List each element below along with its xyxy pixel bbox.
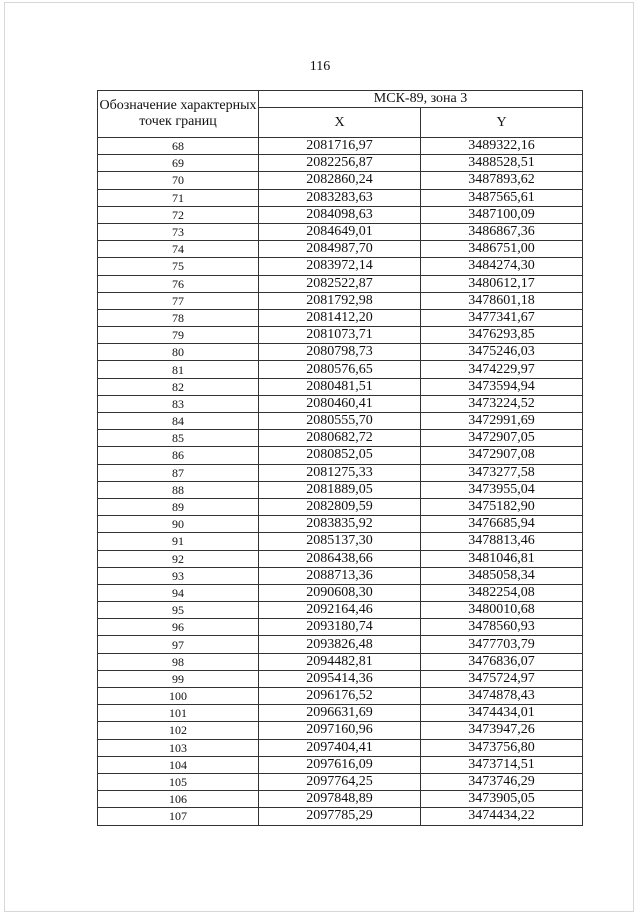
table-row: [98, 739, 583, 756]
x-cell: 2082522,87: [259, 275, 421, 292]
y-cell: 3473955,04: [421, 481, 583, 498]
x-cell: 2081275,33: [259, 464, 421, 481]
point-cell: 96: [98, 619, 259, 636]
x-cell: 2097616,09: [259, 756, 421, 773]
table-row: [98, 791, 583, 808]
point-cell: 81: [98, 361, 259, 378]
point-cell: 106: [98, 791, 259, 808]
x-cell: 2080576,65: [259, 361, 421, 378]
y-cell: 3476293,85: [421, 327, 583, 344]
point-cell: 92: [98, 550, 259, 567]
x-cell: 2080798,73: [259, 344, 421, 361]
y-cell: 3473277,58: [421, 464, 583, 481]
y-cell: 3486751,00: [421, 241, 583, 258]
point-cell: 89: [98, 498, 259, 515]
x-cell: 2083835,92: [259, 516, 421, 533]
point-cell: 85: [98, 430, 259, 447]
table-row: [98, 206, 583, 223]
x-cell: 2081716,97: [259, 138, 421, 155]
y-cell: 3473224,52: [421, 395, 583, 412]
x-cell: 2084098,63: [259, 206, 421, 223]
x-cell: 2096176,52: [259, 688, 421, 705]
table-row: [98, 292, 583, 309]
x-cell: 2080555,70: [259, 413, 421, 430]
point-cell: 75: [98, 258, 259, 275]
table-row: [98, 670, 583, 687]
table-row: [98, 619, 583, 636]
y-cell: 3478813,46: [421, 533, 583, 550]
table-row: [98, 688, 583, 705]
table-row: [98, 567, 583, 584]
table-row: [98, 773, 583, 790]
table-row: [98, 344, 583, 361]
point-cell: 94: [98, 584, 259, 601]
y-cell: 3482254,08: [421, 584, 583, 601]
point-cell: 74: [98, 241, 259, 258]
y-cell: 3474229,97: [421, 361, 583, 378]
table-row: [98, 395, 583, 412]
x-cell: 2093180,74: [259, 619, 421, 636]
table-header: [98, 91, 583, 138]
x-cell: 2081412,20: [259, 309, 421, 326]
x-cell: 2080481,51: [259, 378, 421, 395]
y-cell: 3472991,69: [421, 413, 583, 430]
x-cell: 2083283,63: [259, 189, 421, 206]
y-cell: 3473947,26: [421, 722, 583, 739]
point-cell: 71: [98, 189, 259, 206]
x-cell: 2081889,05: [259, 481, 421, 498]
point-cell: 102: [98, 722, 259, 739]
point-cell: 88: [98, 481, 259, 498]
table-row: [98, 636, 583, 653]
table-row: [98, 653, 583, 670]
table-row: [98, 138, 583, 155]
table-row: [98, 155, 583, 172]
y-cell: 3473594,94: [421, 378, 583, 395]
table-row: [98, 722, 583, 739]
table-row: [98, 756, 583, 773]
y-cell: 3474434,22: [421, 808, 583, 825]
table-row: [98, 361, 583, 378]
table-row: [98, 378, 583, 395]
point-cell: 87: [98, 464, 259, 481]
y-cell: 3474878,43: [421, 688, 583, 705]
y-cell: 3484274,30: [421, 258, 583, 275]
x-cell: 2092164,46: [259, 602, 421, 619]
x-cell: 2097160,96: [259, 722, 421, 739]
table-row: [98, 464, 583, 481]
coordinate-system-header: МСК-89, зона 3: [259, 91, 583, 108]
point-cell: 95: [98, 602, 259, 619]
x-cell: 2097785,29: [259, 808, 421, 825]
table-row: [98, 327, 583, 344]
table-row: [98, 430, 583, 447]
coordinates-table: [97, 90, 583, 826]
y-cell: 3487100,09: [421, 206, 583, 223]
point-cell: 68: [98, 138, 259, 155]
x-cell: 2097404,41: [259, 739, 421, 756]
x-cell: 2080852,05: [259, 447, 421, 464]
table-row: [98, 602, 583, 619]
x-cell: 2093826,48: [259, 636, 421, 653]
y-cell: 3481046,81: [421, 550, 583, 567]
y-cell: 3477341,67: [421, 309, 583, 326]
table-row: [98, 275, 583, 292]
table-row: [98, 705, 583, 722]
x-cell: 2081073,71: [259, 327, 421, 344]
x-cell: 2090608,30: [259, 584, 421, 601]
x-cell: 2083972,14: [259, 258, 421, 275]
y-cell: 3488528,51: [421, 155, 583, 172]
table-row: [98, 533, 583, 550]
x-cell: 2094482,81: [259, 653, 421, 670]
point-cell: 77: [98, 292, 259, 309]
y-cell: 3473746,29: [421, 773, 583, 790]
point-cell: 103: [98, 739, 259, 756]
point-cell: 98: [98, 653, 259, 670]
y-cell: 3487565,61: [421, 189, 583, 206]
table-row: [98, 584, 583, 601]
page-number: 116: [309, 59, 331, 74]
point-cell: 105: [98, 773, 259, 790]
table-row: [98, 241, 583, 258]
point-cell: 97: [98, 636, 259, 653]
point-cell: 70: [98, 172, 259, 189]
point-cell: 107: [98, 808, 259, 825]
table-row: [98, 309, 583, 326]
table-row: [98, 808, 583, 825]
x-cell: 2088713,36: [259, 567, 421, 584]
point-cell: 69: [98, 155, 259, 172]
table-row: [98, 516, 583, 533]
table-row: [98, 447, 583, 464]
table-row: [98, 550, 583, 567]
x-cell: 2080460,41: [259, 395, 421, 412]
y-cell: 3485058,34: [421, 567, 583, 584]
y-cell: 3475182,90: [421, 498, 583, 515]
table-row: [98, 481, 583, 498]
point-cell: 79: [98, 327, 259, 344]
point-cell: 80: [98, 344, 259, 361]
y-cell: 3475724,97: [421, 670, 583, 687]
y-cell: 3473905,05: [421, 791, 583, 808]
x-cell: 2084987,70: [259, 241, 421, 258]
y-cell: 3480010,68: [421, 602, 583, 619]
point-cell: 82: [98, 378, 259, 395]
x-cell: 2096631,69: [259, 705, 421, 722]
x-cell: 2082809,59: [259, 498, 421, 515]
point-cell: 93: [98, 567, 259, 584]
table-row: [98, 413, 583, 430]
y-cell: 3489322,16: [421, 138, 583, 155]
point-cell: 104: [98, 756, 259, 773]
x-column-header: X: [259, 108, 421, 138]
y-cell: 3473756,80: [421, 739, 583, 756]
x-cell: 2086438,66: [259, 550, 421, 567]
x-cell: 2084649,01: [259, 223, 421, 240]
point-cell: 91: [98, 533, 259, 550]
point-designation-header: Обозначение характерных точек границ: [98, 91, 259, 138]
x-cell: 2097764,25: [259, 773, 421, 790]
table-row: [98, 223, 583, 240]
x-cell: 2097848,89: [259, 791, 421, 808]
point-cell: 76: [98, 275, 259, 292]
y-cell: 3476836,07: [421, 653, 583, 670]
y-cell: 3475246,03: [421, 344, 583, 361]
point-cell: 101: [98, 705, 259, 722]
point-cell: 90: [98, 516, 259, 533]
point-cell: 99: [98, 670, 259, 687]
x-cell: 2082256,87: [259, 155, 421, 172]
y-cell: 3478601,18: [421, 292, 583, 309]
table-row: [98, 172, 583, 189]
y-column-header: Y: [421, 108, 583, 138]
y-cell: 3487893,62: [421, 172, 583, 189]
x-cell: 2082860,24: [259, 172, 421, 189]
y-cell: 3474434,01: [421, 705, 583, 722]
y-cell: 3472907,08: [421, 447, 583, 464]
y-cell: 3486867,36: [421, 223, 583, 240]
table-row: [98, 189, 583, 206]
y-cell: 3472907,05: [421, 430, 583, 447]
point-cell: 84: [98, 413, 259, 430]
x-cell: 2085137,30: [259, 533, 421, 550]
table-row: [98, 498, 583, 515]
point-cell: 100: [98, 688, 259, 705]
x-cell: 2081792,98: [259, 292, 421, 309]
table-body: [98, 138, 583, 826]
y-cell: 3473714,51: [421, 756, 583, 773]
point-cell: 83: [98, 395, 259, 412]
y-cell: 3476685,94: [421, 516, 583, 533]
point-cell: 72: [98, 206, 259, 223]
y-cell: 3477703,79: [421, 636, 583, 653]
table-row: [98, 258, 583, 275]
x-cell: 2080682,72: [259, 430, 421, 447]
point-cell: 73: [98, 223, 259, 240]
y-cell: 3480612,17: [421, 275, 583, 292]
y-cell: 3478560,93: [421, 619, 583, 636]
point-cell: 86: [98, 447, 259, 464]
point-cell: 78: [98, 309, 259, 326]
x-cell: 2095414,36: [259, 670, 421, 687]
